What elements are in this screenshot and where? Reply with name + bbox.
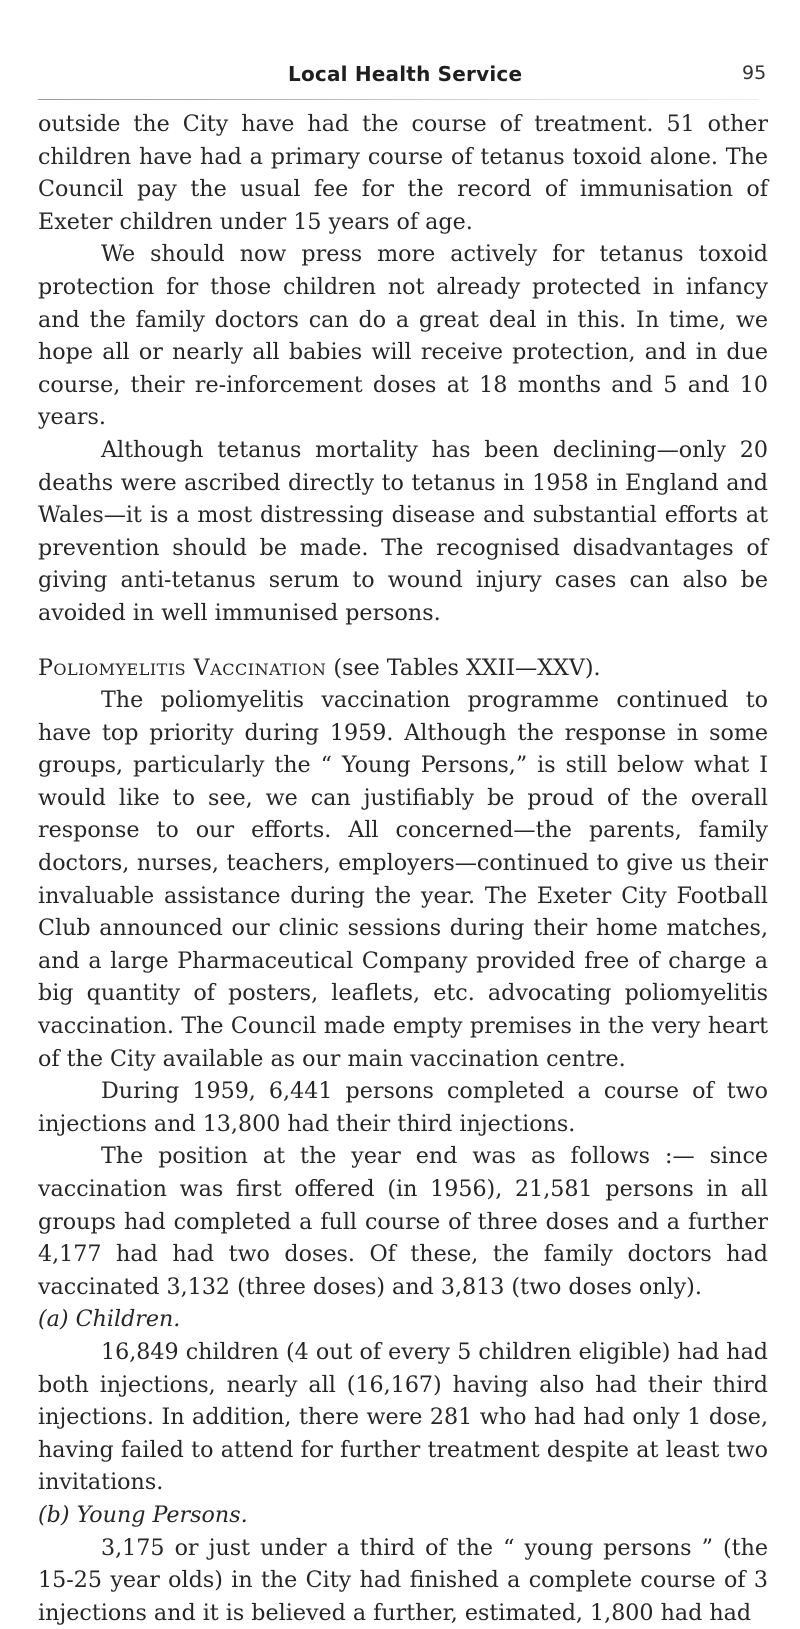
paragraph-polio-position: The position at the year end was as follows :— since vaccination was first offered (in 1956), 21,581 persons in all groups had completed a full course of three doses and a further 4,177 had had two doses. Of these, the family doctors had vaccinated 3,132 (three doses) and 3,813 (two doses only). xyxy=(38,1143,768,1300)
paragraph-tetanus-press: We should now press more actively for tetanus toxoid protection for those children not already protected in infancy and the family doctors can do a great deal in this. In time, we hope all or nearly all babies will receive protection, and in due course, their re-inforcement doses at 18 months and 5 and 10 years. xyxy=(38,241,768,431)
paragraph-tetanus-mortality: Although tetanus mortality has been declining—only 20 deaths were ascribed directly to tetanus in 1958 in England and Wales—it is a most distressing disease and substantial efforts at prevention should be made. The recognised disadvantages of giving anti-tetanus serum to wound injury cases can also be avoided in well immunised persons. xyxy=(38,436,768,626)
page-body xyxy=(38,108,768,1629)
subsection-marker-a: (a) xyxy=(38,1306,69,1333)
paragraph-tetanus-continued: outside the City have had the course of treatment. 51 other children have had a primary course of tetanus toxoid alone. The Council pay the usual fee for the record of immunisation of Exeter children under 15 years of age. xyxy=(38,111,768,235)
subsection-children-title: Children. xyxy=(75,1306,181,1333)
paragraph-polio-programme: The poliomyelitis vaccination programme continued to have top priority during 1959. Although the response in some groups, particularly the “ Young Persons,” is still below what I would like to see, we can justifiably be proud of the overall response to our efforts. All concerned—the parents, family doctors, nurses, teachers, employers—continued to give us their invaluable assistance during the year. The Exeter City Football Club announced our clinic sessions during their home matches, and a large Pharmaceutical Company provided free of charge a big quantity of posters, leaflets, etc. advocating poliomyelitis vaccination. The Council made empty premises in the very heart of the City available as our main vaccination centre. xyxy=(38,687,768,1072)
running-title: Local Health Service xyxy=(288,62,523,86)
subsection-young-persons-heading xyxy=(38,1499,768,1532)
section-heading-text: Poliomyelitis Vaccination xyxy=(38,654,327,681)
page-header xyxy=(0,62,800,92)
header-rule xyxy=(38,99,758,100)
page-number: 95 xyxy=(742,62,767,84)
paragraph-polio-1959: During 1959, 6,441 persons completed a course of two injections and 13,800 had their third injections. xyxy=(38,1078,768,1137)
subsection-marker-b: (b) xyxy=(38,1501,70,1528)
subsection-young-persons-title: Young Persons. xyxy=(76,1501,248,1528)
section-heading-poliomyelitis xyxy=(38,652,768,685)
paragraph-young-persons: 3,175 or just under a third of the “ young persons ” (the 15-25 year olds) in the City had finished a complete course of 3 injections and it is believed a further, estimated, 1,800 had had xyxy=(38,1534,768,1626)
paragraph-children: 16,849 children (4 out of every 5 children eligible) had had both injections, nearly all (16,167) having also had their third injections. In addition, there were 281 who had had only 1 dose, having failed to attend for further treatment despite at least two invitations. xyxy=(38,1338,768,1496)
subsection-children-heading xyxy=(38,1303,768,1336)
section-heading-table-ref: (see Tables XXII—XXV). xyxy=(326,654,601,681)
